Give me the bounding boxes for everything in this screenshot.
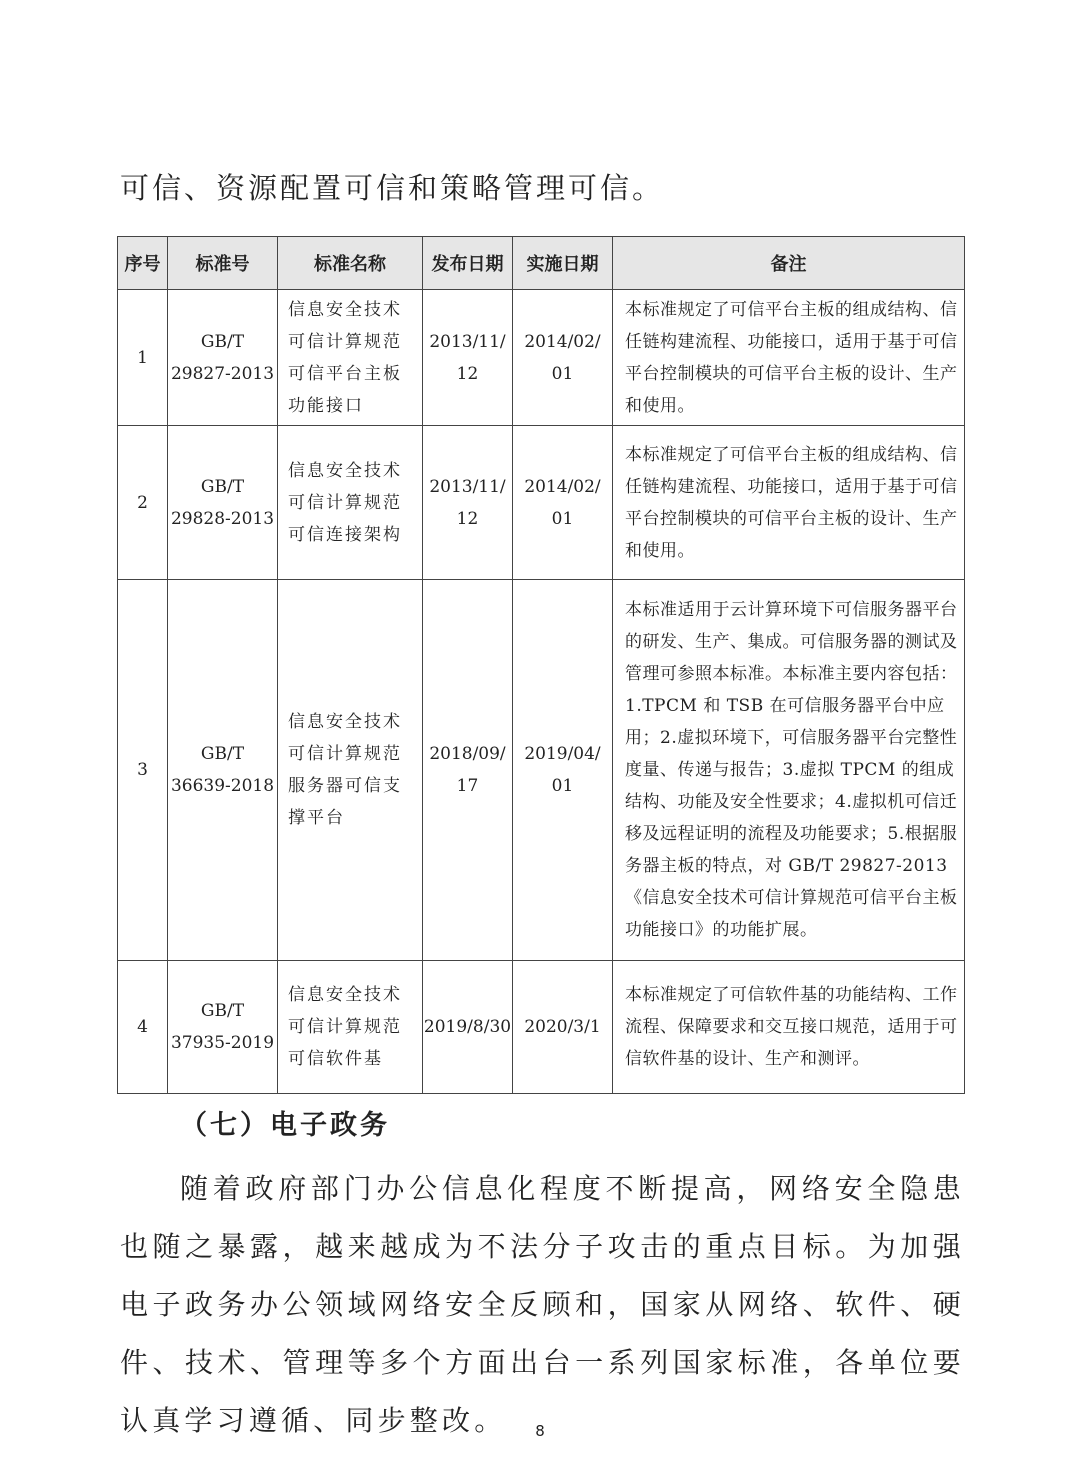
row-name: 信息安全技术可信计算规范可信平台主板功能接口: [278, 290, 423, 426]
row-name: 信息安全技术可信计算规范服务器可信支撑平台: [278, 580, 423, 961]
publish-date-part: 2013/11/: [429, 476, 506, 497]
header-standard-code: 标准号: [168, 237, 278, 290]
row-publish-date: [423, 961, 513, 1094]
effective-date-part: 2019/04/: [524, 744, 601, 764]
effective-date-part: 01: [551, 363, 574, 384]
code-number: 37935-2019: [170, 1033, 275, 1053]
code-prefix: GB/T: [200, 476, 245, 497]
row-code: [168, 290, 278, 426]
row-index: 1: [118, 290, 168, 426]
row-name: 信息安全技术可信计算规范可信连接架构: [278, 426, 423, 580]
code-prefix: GB/T: [200, 331, 245, 352]
row-effective-date: [513, 580, 613, 961]
code-number: 29828-2013: [170, 508, 275, 529]
publish-date-part: 12: [456, 508, 479, 529]
row-note: 本标准规定了可信软件基的功能结构、工作流程、保障要求和交互接口规范，适用于可信软件基的设计、生产和测评。: [613, 961, 965, 1094]
row-publish-date: [423, 580, 513, 961]
row-index: 2: [118, 426, 168, 580]
row-code: [168, 961, 278, 1094]
publish-date-part: 2013/11/: [429, 331, 506, 352]
effective-date-part: 2020/3/1: [524, 1017, 601, 1037]
row-publish-date: [423, 290, 513, 426]
code-prefix: GB/T: [200, 1001, 245, 1021]
standards-table: [117, 236, 965, 1094]
effective-date-part: 01: [551, 508, 574, 529]
code-prefix: GB/T: [200, 744, 245, 764]
table-row: [118, 290, 965, 426]
effective-date-part: 2014/02/: [524, 476, 601, 497]
table-header-row: [118, 237, 965, 290]
row-code: [168, 426, 278, 580]
row-effective-date: [513, 961, 613, 1094]
code-number: 36639-2018: [170, 776, 275, 796]
header-publish-date: 发布日期: [423, 237, 513, 290]
publish-date-part: 17: [456, 776, 479, 796]
publish-date-part: 2018/09/: [429, 744, 506, 764]
row-effective-date: [513, 426, 613, 580]
row-code: [168, 580, 278, 961]
intro-text: 可信、资源配置可信和策略管理可信。: [120, 171, 665, 205]
row-effective-date: [513, 290, 613, 426]
row-note: 本标准规定了可信平台主板的组成结构、信任链构建流程、功能接口，适用于基于可信平台控制模块的可信平台主板的设计、生产和使用。: [613, 426, 965, 580]
header-remarks: 备注: [613, 237, 965, 290]
publish-date-part: 2019/8/30: [423, 1017, 512, 1037]
row-index: 4: [118, 961, 168, 1094]
body-paragraph: 随着政府部门办公信息化程度不断提高，网络安全隐患也随之暴露，越来越成为不法分子攻击的重点目标。为加强电子政务办公领域网络安全反顾和，国家从网络、软件、硬件、技术、管理等多个方面出台一系列国家标准，各单位要认真学习遵循、同步整改。: [120, 1172, 965, 1437]
header-effective-date: 实施日期: [513, 237, 613, 290]
table-row: [118, 426, 965, 580]
publish-date-part: 12: [456, 363, 479, 384]
row-publish-date: [423, 426, 513, 580]
header-index: 序号: [118, 237, 168, 290]
effective-date-part: 2014/02/: [524, 331, 601, 352]
row-note: 本标准规定了可信平台主板的组成结构、信任链构建流程、功能接口，适用于基于可信平台控制模块的可信平台主板的设计、生产和使用。: [613, 290, 965, 426]
table-row: [118, 961, 965, 1094]
header-standard-name: 标准名称: [278, 237, 423, 290]
row-index: 3: [118, 580, 168, 961]
table-row: [118, 580, 965, 961]
code-number: 29827-2013: [170, 363, 275, 384]
row-note: 本标准适用于云计算环境下可信服务器平台的研发、生产、集成。可信服务器的测试及管理可参照本标准。本标准主要内容包括：1.TPCM 和 TSB 在可信服务器平台中应用；2.虚拟环境下，可信服务器平台完整性度量、传递与报告；3.虚拟 TPCM 的组成结构、功能及安全性要求；4.虚拟机可信迁移及远程证明的流程及功能要求；5.根据服务器主板的特点，对 GB/T 29827-2013《信息安全技术可信计算规范可信平台主板功能接口》的功能扩展。: [613, 580, 965, 961]
row-name: 信息安全技术可信计算规范可信软件基: [278, 961, 423, 1094]
page-number: 8: [535, 1422, 545, 1440]
effective-date-part: 01: [551, 776, 574, 796]
section-heading: （七）电子政务: [180, 1110, 390, 1141]
